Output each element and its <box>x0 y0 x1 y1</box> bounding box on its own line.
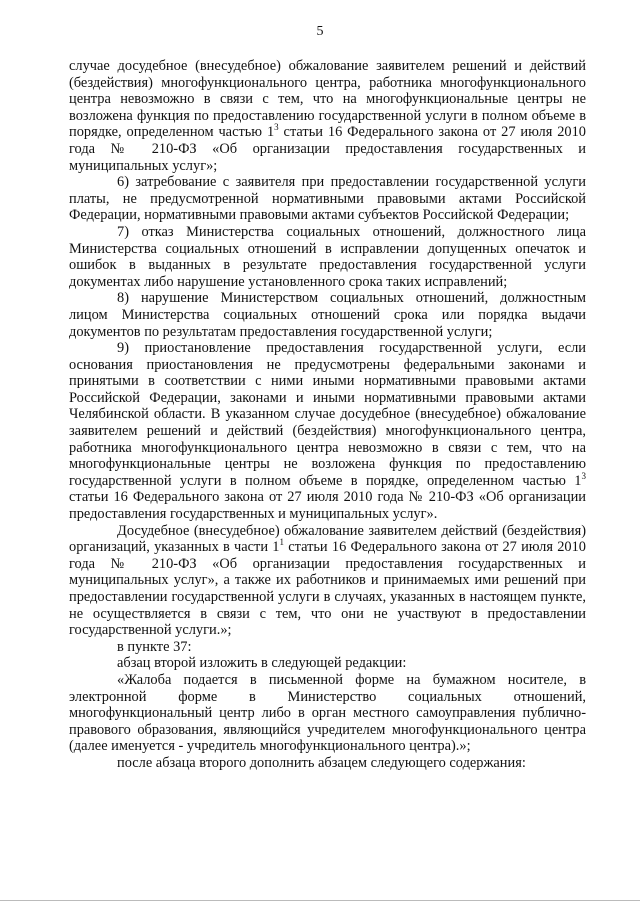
text-run: 6) затребование с заявителя при предоставлении государственной услуги платы, не предусмотренной нормативными правовыми актами Российской Федерации, нормативными правовыми актами субъектов Российской Федерации; <box>69 174 586 224</box>
paragraph-6 <box>69 523 586 639</box>
text-run: 8) нарушение Министерством социальных отношений, должностным лицом Министерства социальных отношений срока или порядка выдачи документов по результатам предоставления государственной услуги; <box>69 290 586 340</box>
superscript: 3 <box>581 470 586 481</box>
text-run: статьи 16 Федерального закона от 27 июля 2010 года № 210-ФЗ «Об организации предоставления государственных и муниципальных услуг». <box>69 489 586 523</box>
text-run: статьи 16 Федерального закона от 27 июля 2010 года № 210-ФЗ «Об организации предоставления государственных и муниципальных услуг»; <box>69 124 586 174</box>
paragraph-10 <box>69 755 586 772</box>
paragraph-7 <box>69 639 586 656</box>
paragraph-8 <box>69 655 586 672</box>
text-run: после абзаца второго дополнить абзацем следующего содержания: <box>117 754 526 771</box>
page-number: 5 <box>316 24 324 39</box>
text-run: абзац второй изложить в следующей редакции: <box>117 655 407 672</box>
text-run: 7) отказ Министерства социальных отношений, должностного лица Министерства социальных отношений в исправлении допущенных опечаток и ошибок в выданных в результате предоставления государственной услуги документах либо нарушение установленного срока таких исправлений; <box>69 223 586 290</box>
superscript: 3 <box>274 122 279 133</box>
text-run: «Жалоба подается в письменной форме на бумажном носителе, в электронной форме в Министерство социальных отношений, многофункциональный центр либо в орган местного самоуправления публично-правового образования, являющийся учредителем многофункционального центра (далее именуется - учредитель многофункционального центра).»; <box>69 671 586 755</box>
paragraph-9 <box>69 672 586 755</box>
paragraph-3 <box>69 224 586 290</box>
paragraph-2 <box>69 174 586 224</box>
text-run: 9) приостановление предоставления государственной услуги, если основания приостановления не предусмотрены федеральными законами и принятыми в соответствии с ними иными нормативными правовыми актами Российской Федерации, законами и иными нормативными правовыми актами Челябинской области. В указанном случае досудебное (внесудебное) обжалование заявителем решений и действий (бездействия) многофункционального центра, работника многофункционального центра невозможно в связи с тем, что на многофункциональные центры не возложена функция по предоставлению государственной услуги в полном объеме в порядке, определенном частью 1 <box>69 340 586 489</box>
page-bottom-edge <box>0 900 640 901</box>
text-run: Досудебное (внесудебное) обжалование заявителем действий (бездействия) организаций, указанных в части 1 <box>69 522 586 556</box>
text-run: случае досудебное (внесудебное) обжалование заявителем решений и действий (бездействия) многофункционального центра, работника многофункционального центра невозможно в связи с тем, что на многофункциональные центры не возложена функция по предоставлению государственной услуги в полном объеме в порядке, определенном частью 1 <box>69 58 586 141</box>
text-run: в пункте 37: <box>117 638 192 655</box>
document-body <box>69 58 586 772</box>
text-run: статьи 16 Федерального закона от 27 июля 2010 года № 210-ФЗ «Об организации предоставления государственных и муниципальных услуг», а также их работников и принимаемых ими решений при предоставлении государственной услуги в случаях, указанных в настоящем пункте, не осуществляется в связи с тем, что они не участвуют в предоставлении государственной услуги.»; <box>69 539 586 639</box>
paragraph-5 <box>69 340 586 523</box>
paragraph-1 <box>69 58 586 174</box>
superscript: 1 <box>279 537 284 548</box>
paragraph-4 <box>69 290 586 340</box>
